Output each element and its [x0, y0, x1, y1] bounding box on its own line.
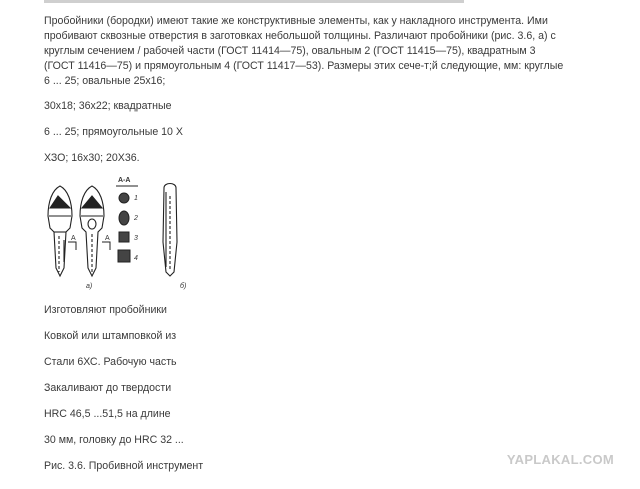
- text-line-7: Закаливают до твердости: [44, 382, 172, 394]
- text-line-8: HRC 46,5 ...51,5 на длине: [44, 408, 171, 420]
- text-line-5: Ковкой или штамповкой из: [44, 330, 177, 342]
- figure-label-b: б): [180, 283, 187, 290]
- text-line-3: ХЗО; 16х30; 20Х36.: [44, 152, 140, 164]
- section-markers: [68, 242, 110, 250]
- text-line-9: 30 мм, головку до HRC 32 ...: [44, 434, 184, 446]
- section-num-3: 3: [134, 235, 138, 242]
- section-num-4: 4: [134, 255, 138, 262]
- text-line-2: 6 ... 25; прямоугольные 10 X: [44, 126, 183, 138]
- punch-tools-figure: [40, 172, 200, 294]
- intro-paragraph: Пробойники (бородки) имеют такие же конструктивные элементы, как у накладного инструмента. Ими пробивают сквозные отверстия в заготовках небольшой толщины. Различают пробойники (рис. 3.6, а) с круглым сечением / рабочей части (ГОСТ 11414—75), овальным 2 (ГОСТ 11415—75), квадратным 3 (ГОСТ 11416—75) и прямоугольным 4 (ГОСТ 11417—53). Размеры этих сече-т;й следующие, мм: круглые 6 ... 25; овальные 25х16;: [44, 15, 564, 87]
- text-line-4: Изготовляют пробойники: [44, 304, 167, 316]
- section-num-2: 2: [134, 215, 138, 222]
- section-aa-label: А-А: [118, 177, 131, 184]
- figure-label-a: а): [86, 283, 93, 290]
- figure-caption: Рис. 3.6. Пробивной инструмент: [44, 460, 204, 472]
- punch-middle-drawing: [80, 186, 104, 276]
- section-num-1: 1: [134, 195, 138, 202]
- site-watermark: YAPLAKAL.COM: [506, 452, 614, 467]
- mark-a-left: А: [71, 235, 76, 242]
- punch-right-drawing: [163, 184, 177, 277]
- text-line-6: Стали 6ХС. Рабочую часть: [44, 356, 177, 368]
- mark-a-right: А: [105, 235, 110, 242]
- punch-left-drawing: [48, 186, 72, 276]
- cropped-top-text-strip: [44, 0, 464, 3]
- text-line-1: 30х18; 36х22; квадратные: [44, 100, 172, 112]
